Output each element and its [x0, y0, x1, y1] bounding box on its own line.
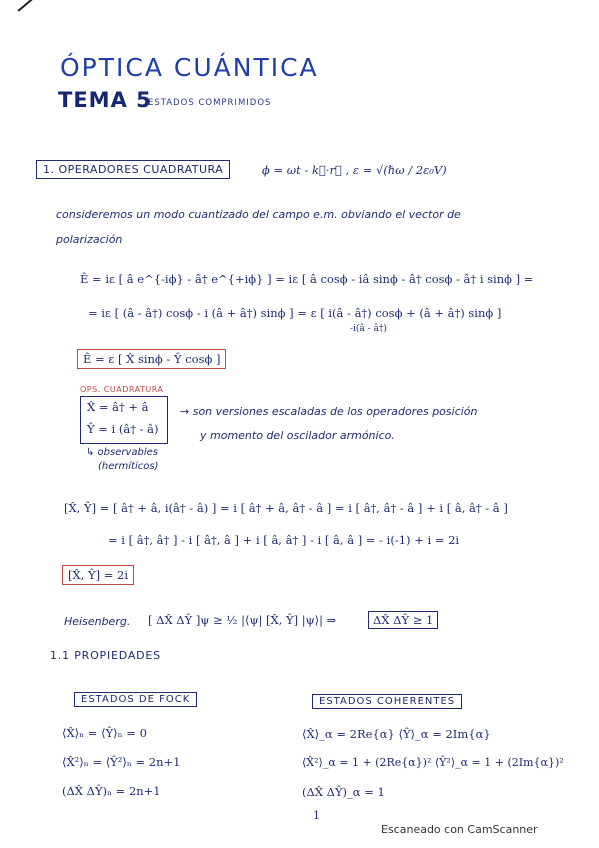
- commutator-line2: = i [ â†, â† ] - i [ â†, â ] + i [ â, â† ] - i [ â, â ] = - i(-1) + i = 2i: [108, 533, 460, 547]
- ops-box: [80, 396, 168, 444]
- heisenberg-label: Heisenberg.: [64, 615, 131, 628]
- ops-note-line1: → son versiones escaladas de los operadores posición: [180, 405, 478, 418]
- subsection-heading: 1.1 PROPIEDADES: [50, 649, 161, 662]
- heisenberg-equation: [ ΔX̂ ΔŶ ]ψ ≥ ½ |⟨ψ| [X̂, Ŷ] |ψ⟩| ⇒: [148, 613, 337, 627]
- fock-line2: ⟨X̂²⟩ₙ = ⟨Ŷ²⟩ₙ = 2n+1: [62, 755, 181, 769]
- ops-label: OPS. CUADRATURA: [80, 385, 164, 394]
- observables-line1: ↳ observables: [86, 447, 159, 458]
- page-number: 1: [313, 809, 320, 822]
- commutator-result: [X̂, Ŷ] = 2i: [62, 565, 134, 585]
- ops-y: Ŷ = i (â† - â): [87, 422, 159, 436]
- coherent-line3: (ΔX̂ ΔŶ)_α = 1: [302, 785, 385, 799]
- intro-text-line2: polarización: [56, 233, 123, 246]
- ops-x: X̂ = â† + â: [87, 400, 149, 414]
- field-equation-line1: Ê = iε [ â e^{-iϕ} - â† e^{+iϕ} ] = iε [ â cosϕ - iâ sinϕ - â† cosϕ - â† i sinϕ ] =: [80, 272, 534, 286]
- fock-heading: ESTADOS DE FOCK: [74, 692, 197, 707]
- fock-line3: (ΔX̂ ΔŶ)ₙ = 2n+1: [62, 784, 161, 798]
- field-equation-line2: = iε [ (â - â†) cosϕ - i (â + â†) sinϕ ] = ε [ i(â - â†) cosϕ + (â + â†) sinϕ ]: [88, 306, 502, 320]
- observables-line2: (hermíticos): [98, 461, 159, 472]
- commutator-line1: [X̂, Ŷ] = [ â† + â, i(â† - â) ] = i [ â† + â, â† - â ] = i [ â†, â† - â ] + i [ â, â† - â ]: [64, 501, 508, 515]
- heisenberg-result: ΔX̂ ΔŶ ≥ 1: [368, 611, 438, 629]
- coherent-line1: ⟨X̂⟩_α = 2Re{α} ⟨Ŷ⟩_α = 2Im{α}: [302, 727, 491, 741]
- coherent-line2: ⟨X̂²⟩_α = 1 + (2Re{α})² ⟨Ŷ²⟩_α = 1 + (2Im{α})²: [302, 756, 564, 769]
- topic-subtitle: ESTADOS COMPRIMIDOS: [148, 98, 272, 108]
- page-title: ÓPTICA CUÁNTICA: [60, 53, 319, 82]
- field-equation-subnote: -i(â - â†): [350, 324, 387, 334]
- fock-line1: ⟨X̂⟩ₙ = ⟨Ŷ⟩ₙ = 0: [62, 726, 147, 740]
- section-heading: 1. OPERADORES CUADRATURA: [36, 160, 230, 179]
- coherent-heading: ESTADOS COHERENTES: [312, 694, 462, 709]
- pen-mark: [17, 0, 35, 11]
- boxed-field-result: Ê = ε [ X̂ sinϕ - Ŷ cosϕ ]: [77, 349, 226, 369]
- intro-text-line1: consideremos un modo cuantizado del campo e.m. obviando el vector de: [56, 208, 461, 221]
- topic-label: TEMA 5: [58, 88, 152, 112]
- scanner-footer: Escaneado con CamScanner: [381, 823, 538, 836]
- ops-note-line2: y momento del oscilador armónico.: [200, 429, 395, 442]
- phase-formula: ϕ = ωt - k⃗·r⃗ , ε = √(ℏω / 2ε₀V): [262, 163, 447, 177]
